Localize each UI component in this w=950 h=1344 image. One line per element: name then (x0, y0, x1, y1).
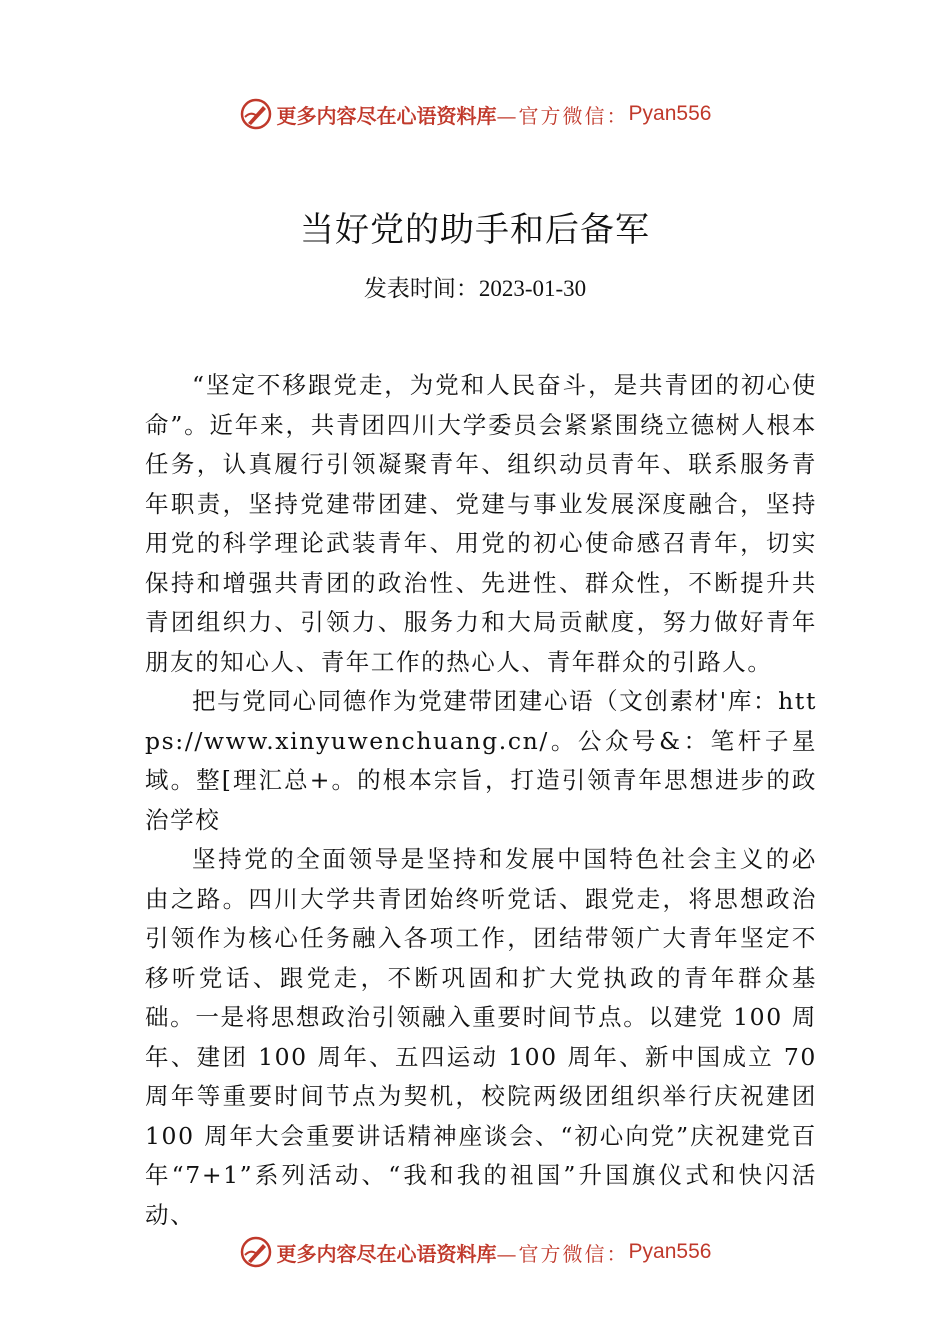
banner-wechat-id: Pyan556 (628, 1240, 712, 1263)
article-body (145, 366, 817, 1235)
banner-separator: —官方微信： (496, 103, 629, 128)
banner-wechat-id: Pyan556 (628, 102, 712, 125)
page-title: 当好党的助手和后备军 (300, 210, 650, 250)
header-banner (0, 94, 950, 134)
pen-logo-icon (239, 97, 273, 131)
date-label: 发表时间： (363, 276, 479, 302)
pen-logo-icon (239, 1235, 273, 1269)
date-value: 2023-01-30 (478, 276, 587, 301)
footer-banner (0, 1232, 950, 1272)
banner-separator: —官方微信： (496, 1241, 629, 1266)
banner-text: 更多内容尽在心语资料库 (276, 1241, 497, 1266)
paragraph: 坚持党的全面领导是坚持和发展中国特色社会主义的必由之路。四川大学共青团始终听党话、跟党走，将思想政治引领作为核心任务融入各项工作，团结带领广大青年坚定不移听党话、跟党走，不断巩固和扩大党执政的青年群众基础。一是将思想政治引领融入重要时间节点。以建党 100 周年、建团 100 周年、五四运动 100 周年、新中国成立 70 周年等重要时间节点为契机，校院两级团组织举行庆祝建团 100 周年大会重要讲话精神座谈会、“初心向党”庆祝建党百年“7+1”系列活动、“我和我的祖国”升国旗仪式和快闪活动、 (145, 845, 817, 1229)
paragraph: “坚定不移跟党走，为党和人民奋斗，是共青团的初心使命”。近年来，共青团四川大学委员会紧紧围绕立德树人根本任务，认真履行引领凝聚青年、组织动员青年、联系服务青年职责，坚持党建带团建、党建与事业发展深度融合，坚持用党的科学理论武装青年、用党的初心使命感召青年，切实保持和增强共青团的政治性、先进性、群众性，不断提升共青团组织力、引领力、服务力和大局贡献度，努力做好青年朋友的知心人、青年工作的热心人、青年群众的引路人。 (145, 371, 817, 676)
publish-date (0, 270, 950, 303)
banner-text: 更多内容尽在心语资料库 (276, 103, 497, 128)
paragraph: 把与党同心同德作为党建带团建心语（文创素材'库：https://www.xinyuwenchuang.cn/。公众号&：笔杆子星域。整[理汇总+。的根本宗旨，打造引领青年思想进步的政治学校 (145, 687, 817, 834)
